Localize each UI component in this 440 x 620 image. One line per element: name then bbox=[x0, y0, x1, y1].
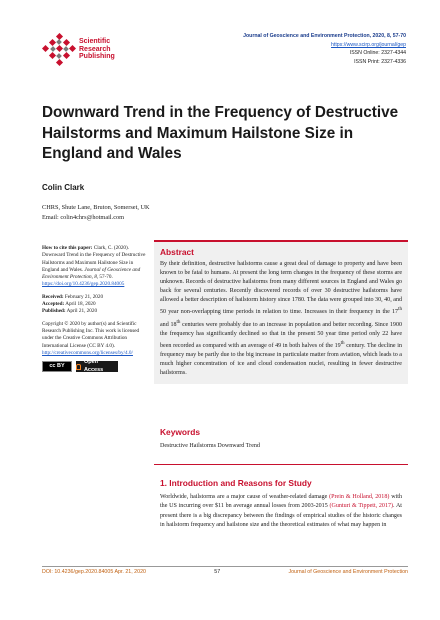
article-info-sidebar bbox=[42, 245, 150, 377]
journal-meta bbox=[206, 32, 406, 66]
copyright-text: Copyright © 2020 by author(s) and Scientific Research Publishing Inc. This work is licensed under the Creative Commons Attribution International License (CC BY 4.0). bbox=[42, 320, 140, 349]
accepted-label: Accepted: bbox=[42, 301, 65, 308]
abstract-text-part-1: By their definition, destructive hailstorms cause a great deal of damage to property and have been known to be fatal to humans. At present the long term changes in the frequency of these storms are unknown. Records of destructive hailstorms from many different sources in England and Wales go back for several centuries. Recently discovered records of over 30 destructive hailstorms have allowed a better description of hailstorm history since 1780. The data were grouped into 30, 40, and 50 year non-overlapping time periods in relation to time. Increases in their frequency in the 17 bbox=[160, 261, 402, 316]
publisher-line-2: Research bbox=[79, 45, 111, 53]
abstract-heading: Abstract bbox=[160, 247, 194, 257]
intro-text-part-2: with the US incurring over $11 bn average annual losses from 2003-2015 bbox=[160, 494, 402, 510]
abstract-sup-3: th bbox=[340, 340, 345, 346]
license-link[interactable]: http://creativecommons.org/licenses/by/4.0/ bbox=[42, 349, 133, 356]
open-access-label: Open Access bbox=[83, 359, 104, 373]
page-footer bbox=[42, 569, 408, 575]
journal-url-link[interactable]: https://www.scirp.org/journal/gep bbox=[331, 41, 406, 48]
introduction-heading: 1. Introduction and Reasons for Study bbox=[160, 478, 312, 488]
issn-online: ISSN Online: 2327-4344 bbox=[349, 50, 406, 57]
cc-by-badge-icon[interactable]: cc BY bbox=[42, 361, 72, 372]
paper-title: Downward Trend in the Frequency of Destructive Hailstorms and Maximum Hailstone Size in England and Wales bbox=[42, 104, 399, 162]
publisher-line-1: Scientific bbox=[79, 38, 111, 45]
abstract-sup-1: th bbox=[398, 307, 402, 313]
published-date: April 21, 2020 bbox=[66, 308, 98, 315]
reference-link-prein-holland[interactable]: (Prein & Holland, 2018) bbox=[329, 494, 390, 500]
abstract-text-part-2: and 18 bbox=[160, 321, 177, 328]
dates-block bbox=[42, 294, 150, 316]
introduction-section bbox=[154, 478, 408, 530]
introduction-paragraph bbox=[160, 493, 402, 530]
author-email: Email: colin4chrs@hotmail.com bbox=[42, 214, 125, 221]
abstract-text-part-3: centuries were probably due to an increase in population and better recording. Since 1900 the frequency has significantly declined so that in the present 50 year time period only 22 have been recorded as compared with an average of 49 in both halves of the 19 bbox=[160, 321, 402, 349]
published-label: Published: bbox=[42, 308, 66, 315]
keywords-text: Destructive Hailstorms Downward Trend bbox=[160, 443, 260, 449]
cite-text: Clark, C. (2020). Downward Trend in the Frequency of Destructive Hailstorms and Maximum Hailstone Size in England and Wales. bbox=[42, 245, 146, 273]
citation-block bbox=[42, 245, 150, 289]
abstract-text-part-4: century. The decline in frequency may be partly due to the big increase in particulate matter from aviation, which leads to a much higher concentration of ice and cloud condensation nuclei, resulting in fewer destructive hailstorms. bbox=[160, 342, 402, 377]
author-name: Colin Clark bbox=[42, 183, 85, 192]
cite-label: How to cite this paper: bbox=[42, 245, 93, 251]
intro-text-part-3: . At present there is a big discrepancy between the findings of empirical studies of the historic changes in hailstorm frequency and hailstone size and the theoretical estimates of what may happen in bbox=[160, 503, 402, 529]
page-number: 57 bbox=[214, 569, 221, 575]
received-date: February 21, 2020 bbox=[64, 293, 104, 300]
open-access-badge bbox=[76, 361, 118, 372]
section-divider bbox=[154, 464, 408, 465]
footer-journal: Journal of Geoscience and Environment Protection bbox=[288, 569, 408, 575]
issn-print: ISSN Print: 2327-4336 bbox=[354, 58, 406, 65]
cite-journal: Journal of Geoscience and Environment Protection, 8, bbox=[42, 266, 141, 281]
cite-doi-link[interactable]: https://doi.org/10.4236/gep.2020.84005 bbox=[42, 281, 125, 288]
publisher-name bbox=[79, 38, 115, 61]
intro-text-part-1: Worldwide, hailstorms are a major cause of weather-related damage bbox=[160, 494, 330, 500]
cite-pages: 57-70. bbox=[99, 274, 113, 281]
journal-citation: Journal of Geoscience and Environment Protection, 2020, 8, 57-70 bbox=[243, 33, 406, 39]
reference-link-gunturi-tippett[interactable]: (Gunturi & Tippett, 2017) bbox=[329, 503, 394, 510]
keywords-heading: Keywords bbox=[160, 427, 201, 437]
footer-doi: DOI: 10.4236/gep.2020.84005 Apr. 21, 2020 bbox=[42, 569, 146, 575]
abstract-text bbox=[160, 260, 402, 378]
author-affiliation-block bbox=[42, 203, 150, 223]
author-affiliation: CHRS, Shute Lane, Bruton, Somerset, UK bbox=[42, 204, 150, 211]
accepted-date: April 18, 2020 bbox=[65, 301, 96, 308]
abstract-section bbox=[154, 240, 408, 384]
received-label: Received: bbox=[42, 293, 64, 300]
srp-logo-icon bbox=[42, 33, 76, 67]
abstract-sup-2: th bbox=[176, 319, 181, 325]
publisher-line-3: Publishing bbox=[79, 53, 115, 61]
copyright-block bbox=[42, 321, 150, 372]
keywords-section bbox=[154, 427, 408, 451]
footer-divider bbox=[42, 566, 408, 567]
open-lock-icon bbox=[76, 364, 81, 370]
